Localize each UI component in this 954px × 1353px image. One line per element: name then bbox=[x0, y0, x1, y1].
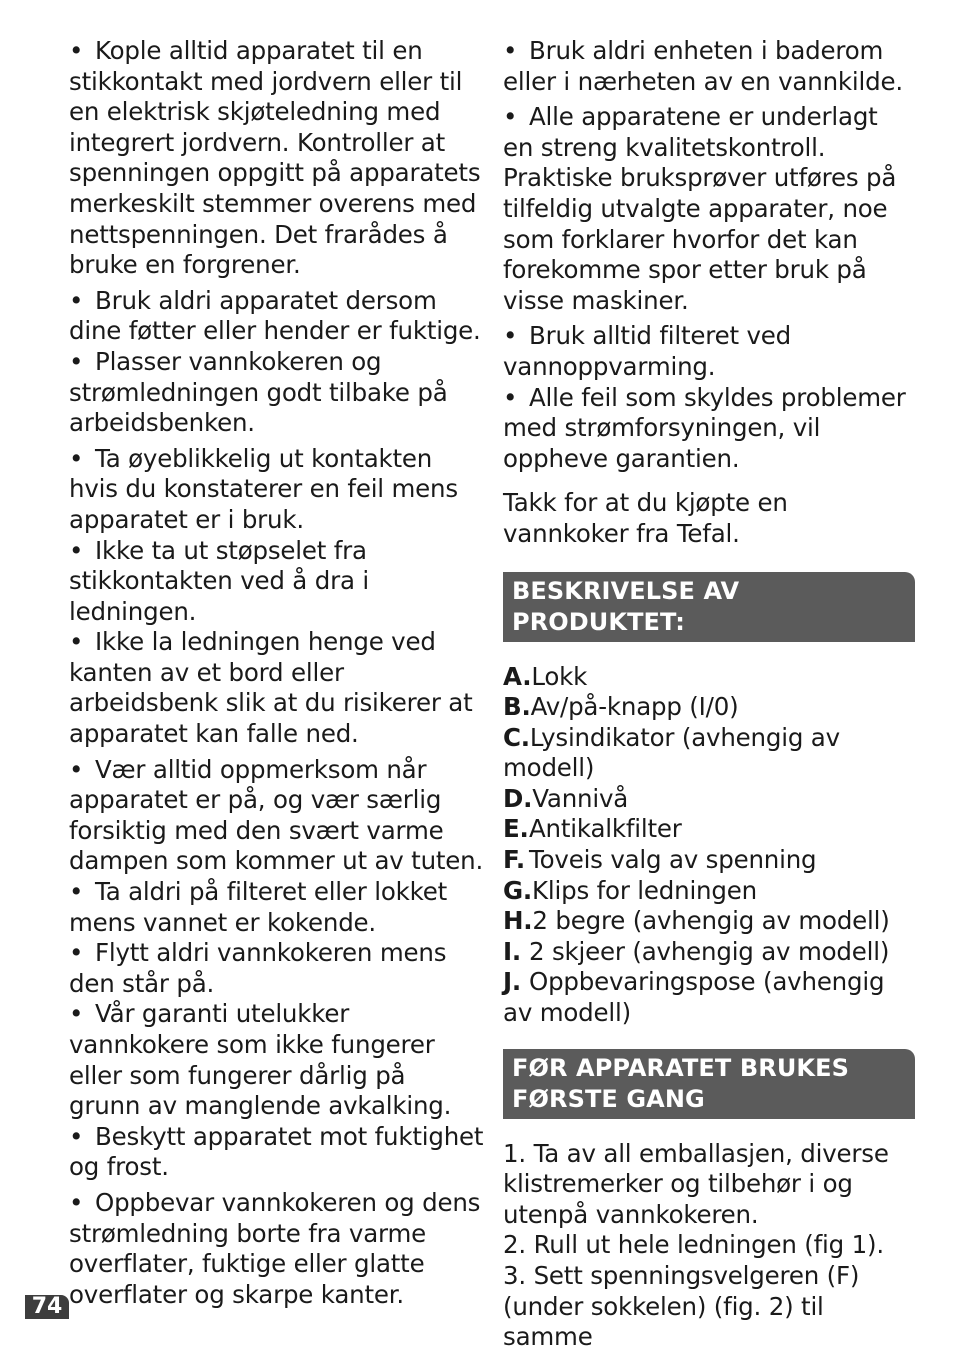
thanks-text: Takk for at du kjøpte en vannkoker fra Tefal. bbox=[503, 488, 788, 548]
section-heading-first-use: FØR APPARATET BRUKES FØRSTE GANG bbox=[503, 1049, 915, 1119]
safety-bullet: • Bruk aldri enheten i baderom eller i nærheten av en vannkilde. bbox=[503, 36, 915, 97]
left-column bbox=[69, 36, 484, 1310]
parts-list bbox=[503, 662, 915, 1029]
part-label: 2 skjeer (avhengig av modell) bbox=[529, 936, 890, 966]
step-item: 1. Ta av all emballasjen, diverse klistremerker og tilbehør i og utenpå vannkokeren. bbox=[503, 1138, 889, 1229]
part-item bbox=[503, 784, 915, 815]
part-label: Antikalkfilter bbox=[529, 814, 682, 844]
part-letter: E. bbox=[503, 814, 529, 844]
part-item bbox=[503, 845, 915, 876]
part-label: Lokk bbox=[531, 661, 588, 691]
section-heading-description: BESKRIVELSE AV PRODUKTET: bbox=[503, 572, 915, 642]
part-letter: I. bbox=[503, 936, 522, 966]
safety-bullet: • Alle feil som skyldes problemer med strømforsyningen, vil oppheve garantien. bbox=[503, 383, 915, 475]
step-item: 2. Rull ut hele ledningen (fig 1). bbox=[503, 1230, 884, 1260]
part-label: Oppbevaringspose (avhengig av modell) bbox=[503, 967, 885, 1028]
part-letter: B. bbox=[503, 692, 531, 722]
part-label: Toveis valg av spenning bbox=[529, 845, 817, 875]
safety-bullet: • Vær alltid oppmerksom når apparatet er på, og vær særlig forsiktig med den svært varme dampen som kommer ut av tuten. bbox=[69, 755, 484, 877]
part-label: 2 begre (avhengig av modell) bbox=[532, 906, 890, 936]
step-item: 3. Sett spenningsvelgeren (F) (under sokkelen) (fig. 2) til samme bbox=[503, 1261, 860, 1352]
part-item bbox=[503, 876, 915, 907]
part-item bbox=[503, 692, 915, 723]
safety-bullet: • Kople alltid apparatet til en stikkontakt med jordvern eller til en elektrisk skjøteledning med integrert jordvern. Kontroller at spenningen oppgitt på apparatets merkeskilt stemmer overens med nettspenningen. Det frarådes å bruke en forgrener. bbox=[69, 36, 484, 281]
part-letter: A. bbox=[503, 661, 532, 691]
part-letter: J. bbox=[503, 967, 522, 997]
part-letter: F. bbox=[503, 845, 526, 875]
safety-bullet: • Plasser vannkokeren og strømledningen godt tilbake på arbeidsbenken. bbox=[69, 347, 484, 439]
part-item bbox=[503, 662, 915, 693]
part-label: Klips for ledningen bbox=[532, 875, 757, 905]
safety-bullet: • Ta aldri på filteret eller lokket mens vannet er kokende. bbox=[69, 877, 484, 938]
safety-bullet: • Bruk aldri apparatet dersom dine føtter eller hender er fuktige. bbox=[69, 286, 484, 347]
part-item bbox=[503, 723, 915, 784]
safety-bullet: • Oppbevar vannkokeren og dens strømledning borte fra varme overflater, fuktige eller glatte overflater og skarpe kanter. bbox=[69, 1188, 484, 1310]
part-item bbox=[503, 814, 915, 845]
safety-bullet: • Ta øyeblikkelig ut kontakten hvis du konstaterer en feil mens apparatet er i bruk. bbox=[69, 444, 484, 536]
safety-bullet: • Alle apparatene er underlagt en streng kvalitetskontroll. Praktiske bruksprøver utføres på tilfeldig utvalgte apparater, noe som forklarer hvorfor det kan forekomme spor etter bruk på visse maskiner. bbox=[503, 102, 915, 316]
safety-bullet: • Ikke ta ut støpselet fra stikkontakten ved å dra i ledningen. bbox=[69, 536, 484, 628]
safety-bullet: • Bruk alltid filteret ved vannoppvarming. bbox=[503, 321, 915, 382]
part-item bbox=[503, 937, 915, 968]
part-letter: H. bbox=[503, 906, 533, 936]
part-letter: G. bbox=[503, 875, 533, 905]
safety-bullet: • Beskytt apparatet mot fuktighet og frost. bbox=[69, 1122, 484, 1183]
part-item bbox=[503, 967, 915, 1028]
safety-bullet: • Vår garanti utelukker vannkokere som ikke fungerer eller som fungerer dårlig på grunn av manglende avkalking. bbox=[69, 999, 484, 1121]
page-number: 74 bbox=[25, 1295, 69, 1319]
steps-list bbox=[503, 1139, 915, 1353]
part-letter: C. bbox=[503, 722, 530, 752]
part-letter: D. bbox=[503, 783, 533, 813]
part-label: Vannivå bbox=[532, 783, 629, 813]
part-item bbox=[503, 906, 915, 937]
right-column bbox=[503, 36, 915, 1353]
safety-bullet: • Flytt aldri vannkokeren mens den står på. bbox=[69, 938, 484, 999]
part-label: Lysindikator (avhengig av modell) bbox=[503, 722, 840, 783]
safety-bullet: • Ikke la ledningen henge ved kanten av et bord eller arbeidsbenk slik at du risikerer at apparatet kan falle ned. bbox=[69, 627, 484, 749]
part-label: Av/på-knapp (I/0) bbox=[530, 692, 739, 722]
